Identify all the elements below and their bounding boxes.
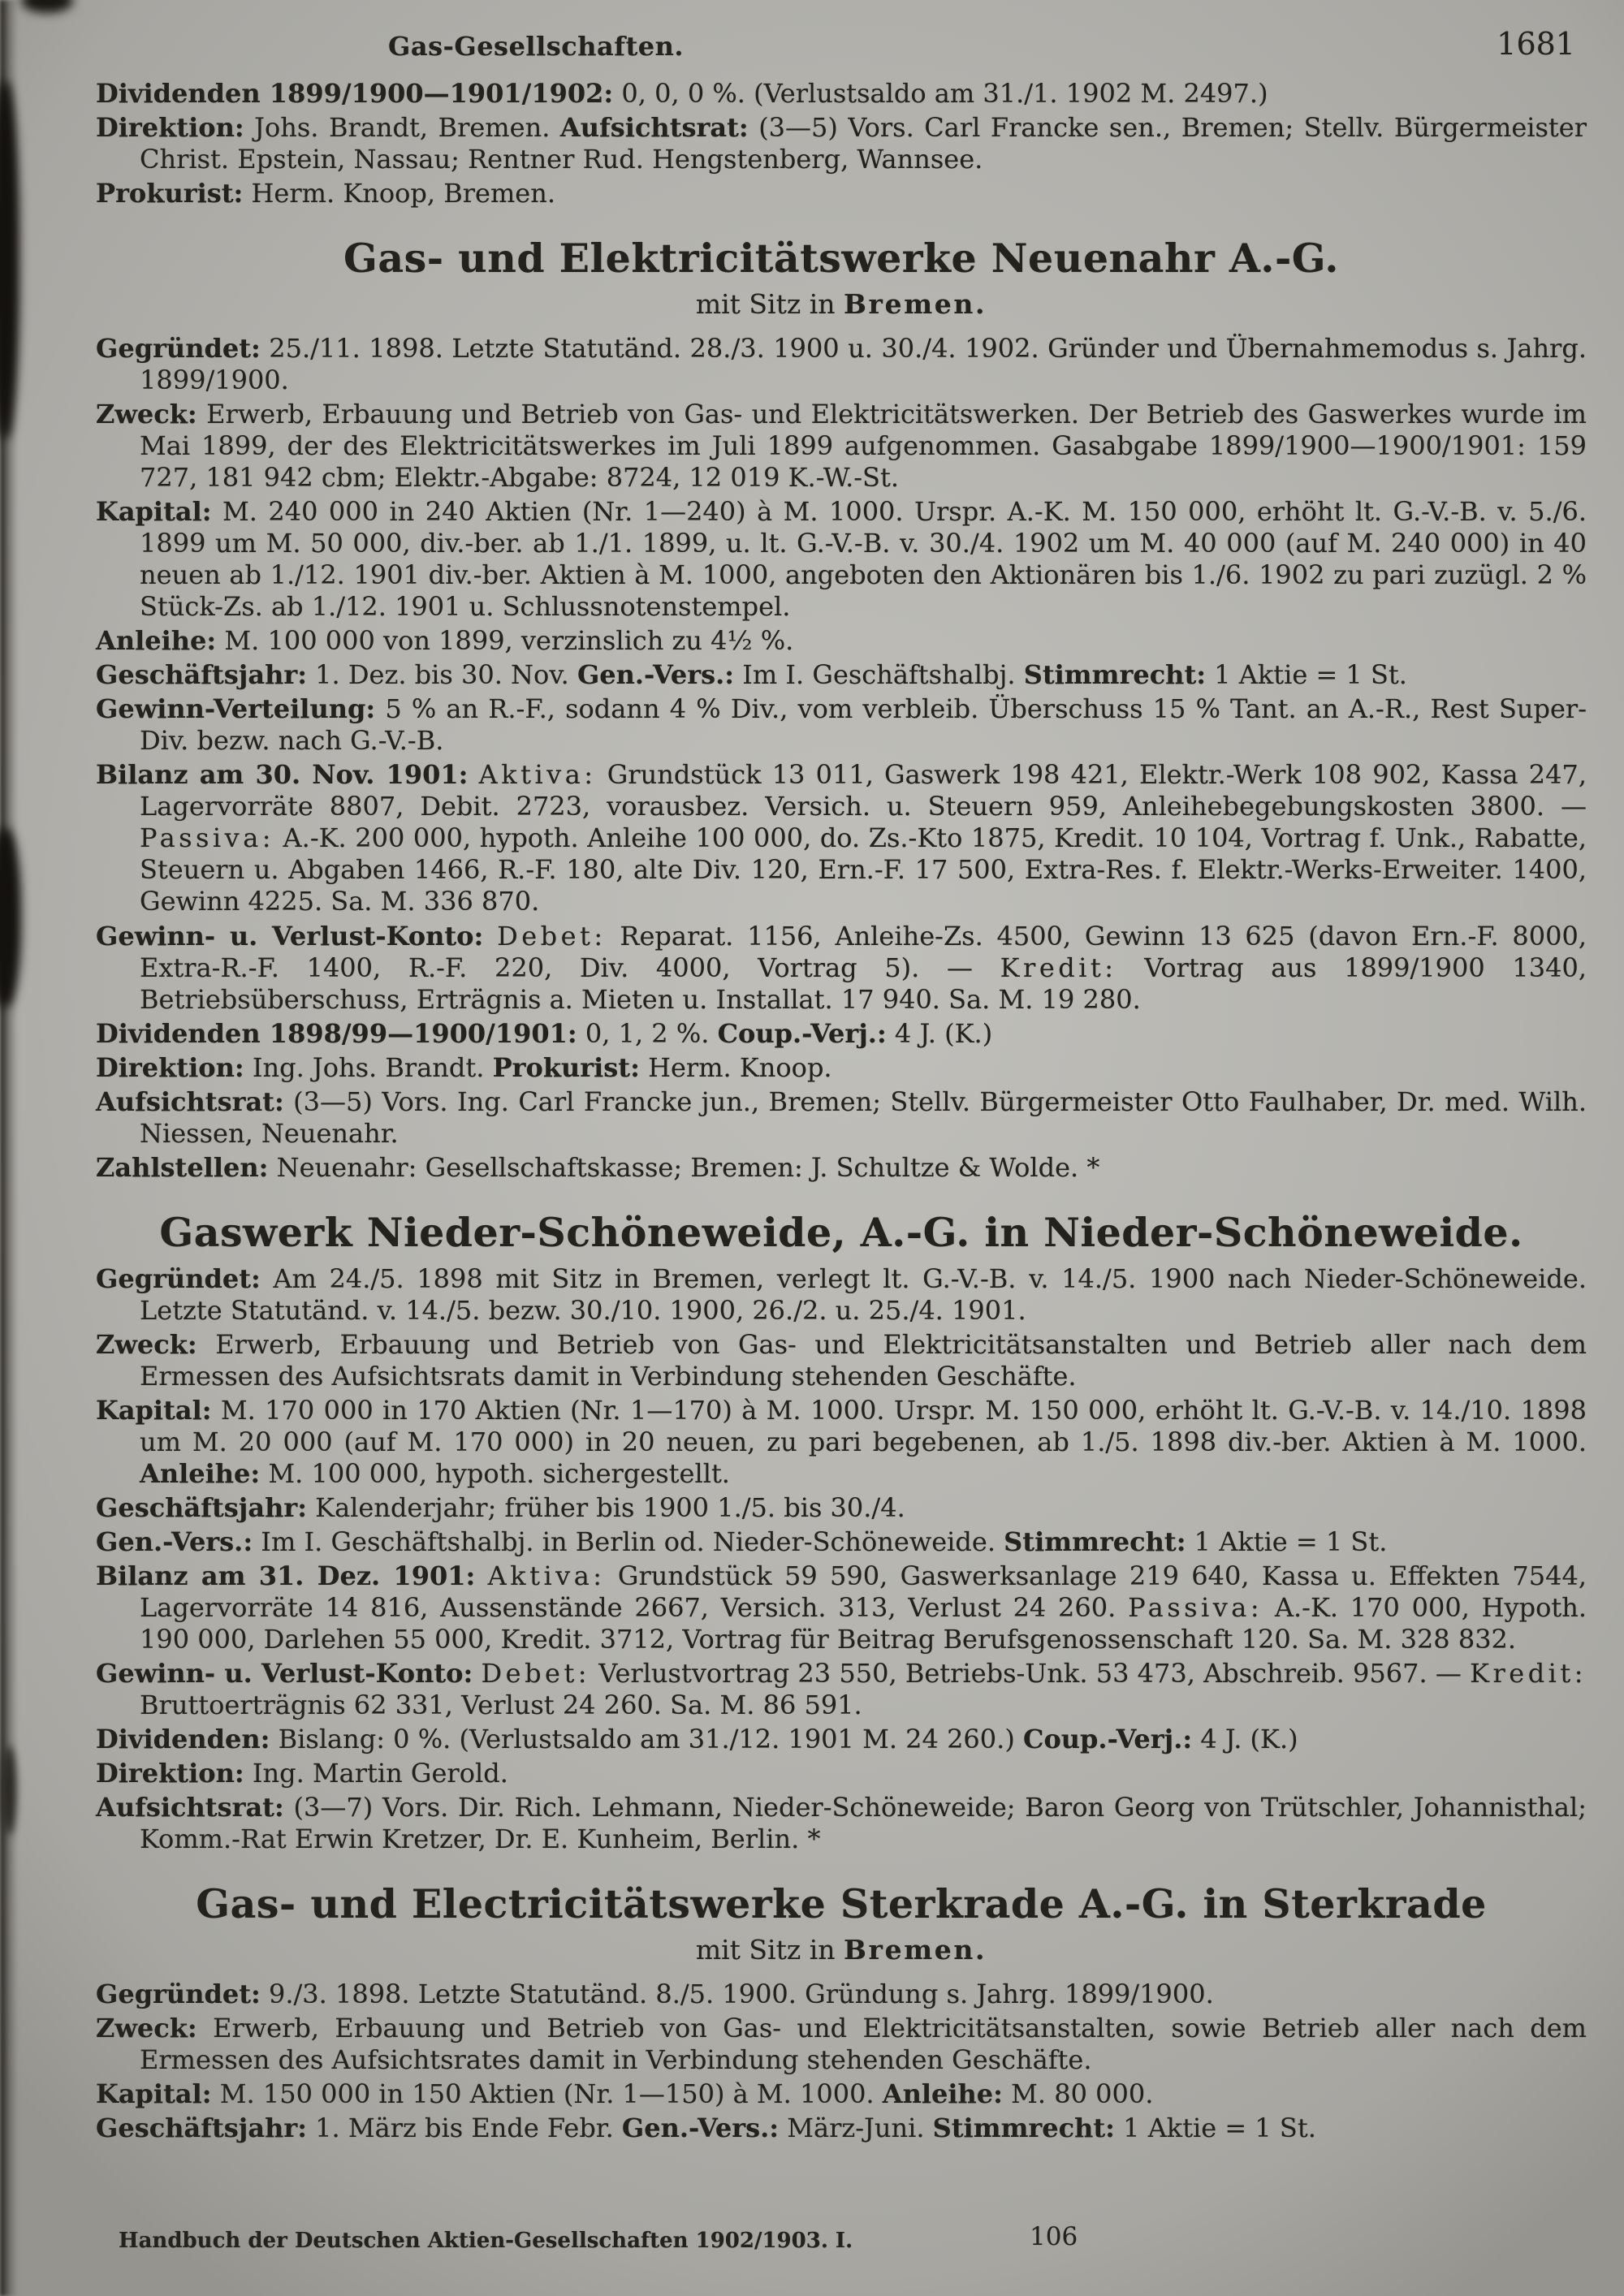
entry-keyword: Stimmrecht: bbox=[932, 2113, 1115, 2144]
company-section bbox=[96, 1208, 1587, 1855]
entry-text: M. 100 000, hypoth. sichergestellt. bbox=[260, 1457, 730, 1489]
company-title: Gaswerk Nieder-Schöneweide, A.-G. in Nieder-Schöneweide. bbox=[159, 1208, 1523, 1256]
entry-text: Im I. Geschäftshalbj. in Berlin od. Nieder-Schöneweide. bbox=[253, 1526, 1004, 1557]
entry-text: 0, 1, 2 %. bbox=[577, 1017, 718, 1049]
entry-text bbox=[475, 1560, 487, 1591]
entry-text: Reparat. 1156, Anleihe-Zs. 4500, Gewinn 13 625 (davon Ern.-F. 8000, Extra-R.-F. 1400, R.-F. 220, Div. 4000, Vortrag 5). — bbox=[140, 920, 1587, 983]
entry-keyword: Gewinn-Verteilung: bbox=[96, 693, 376, 725]
entry-paragraph bbox=[96, 659, 1587, 691]
entry-keyword: Zweck: bbox=[96, 1328, 197, 1360]
entry-keyword: Gewinn- u. Verlust-Konto: bbox=[96, 1658, 473, 1690]
entry-paragraph bbox=[96, 1560, 1587, 1655]
entry-paragraph bbox=[96, 759, 1587, 917]
entry-text: 1 Aktie = 1 St. bbox=[1206, 659, 1407, 691]
entry-text: Ing. Johs. Brandt. bbox=[244, 1051, 493, 1083]
entry-paragraph bbox=[96, 1792, 1587, 1855]
entry-text bbox=[473, 1658, 481, 1689]
entry-text: Ing. Martin Gerold. bbox=[244, 1758, 508, 1789]
entry-paragraph bbox=[96, 921, 1587, 1016]
entry-text: 4 J. (K.) bbox=[1192, 1724, 1298, 1755]
footer-imprint: Handbuch der Deutschen Aktien-Gesellschaften 1902/1903. I. bbox=[119, 2229, 853, 2253]
entry-spaced-term: Passiva: bbox=[140, 822, 275, 854]
entry-keyword: Gegründet: bbox=[96, 1979, 261, 2010]
entry-paragraph bbox=[96, 1395, 1587, 1490]
entry-paragraph bbox=[96, 1018, 1587, 1050]
entry-paragraph bbox=[96, 1758, 1587, 1789]
entry-keyword: Prokurist: bbox=[492, 1051, 640, 1083]
entry-text: 4 J. (K.) bbox=[886, 1017, 993, 1049]
entry-keyword: Coup.-Verj.: bbox=[717, 1017, 887, 1049]
running-title: Gas-Gesellschaften. bbox=[388, 31, 685, 62]
entry-text: mit Sitz in bbox=[695, 288, 844, 321]
entry-text: 1 Aktie = 1 St. bbox=[1186, 1526, 1388, 1557]
entry-text: Johs. Brandt, Bremen. bbox=[244, 112, 560, 144]
entry-text bbox=[483, 921, 497, 952]
entry-paragraph bbox=[96, 693, 1587, 757]
entry-paragraph bbox=[96, 625, 1587, 657]
entry-keyword: Bilanz am 30. Nov. 1901: bbox=[96, 759, 469, 791]
entry-paragraph bbox=[96, 1052, 1587, 1084]
entry-keyword: Gegründet: bbox=[96, 332, 261, 364]
entry-text: (3—5) Vors. Carl Francke sen., Bremen; Stellv. Bürgermeister Christ. Epstein, Nassau; Rentner Rud. Hengstenberg, Wannsee. bbox=[140, 112, 1587, 175]
entry-keyword: Bilanz am 31. Dez. 1901: bbox=[96, 1560, 476, 1591]
entry-paragraph bbox=[96, 78, 1587, 110]
entry-text: M. 240 000 in 240 Aktien (Nr. 1—240) à M. 1000. Urspr. A.-K. M. 150 000, erhöht lt. G.-V.-B. v. 5./6. 1899 um M. 50 000, div.-ber. ab 1./1. 1899, u. lt. G.-V.-B. v. 30./4. 1902 um M. 40 000 (auf M. 240 000) in 40 neuen ab 1./12. 1901 div.-ber. Aktien à M. 1000, angeboten den Aktionären bis 1./6. 1902 zu pari zuzügl. 2 % Stück-Zs. ab 1./12. 1901 u. Schlussnotenstempel. bbox=[140, 496, 1587, 623]
scan-smudge bbox=[2, 1746, 16, 1835]
entry-keyword: Bremen. bbox=[844, 288, 987, 321]
entry-text: Am 24./5. 1898 mit Sitz in Bremen, verlegt lt. G.-V.-B. v. 14./5. 1900 nach Nieder-Schöneweide. Letzte Statutänd. v. 14./5. bezw. 30./10. 1900, 26./2. u. 25./4. 1901. bbox=[140, 1262, 1587, 1326]
company-title: Gas- und Electricitätswerke Sterkrade A.-G. in Sterkrade bbox=[196, 1880, 1487, 1928]
entry-spaced-term: Aktiva: bbox=[487, 1560, 606, 1591]
scan-smudge bbox=[0, 828, 21, 1007]
entry-text: mit Sitz in bbox=[695, 1934, 844, 1966]
entry-paragraph bbox=[96, 1658, 1587, 1721]
company-title: Gas- und Elektricitätswerke Neuenahr A.-G. bbox=[343, 235, 1339, 283]
entry-text: Herm. Knoop. bbox=[639, 1051, 832, 1083]
entry-text bbox=[468, 759, 478, 790]
entry-text: Neuenahr: Gesellschaftskasse; Bremen: J. Schultze & Wolde. * bbox=[268, 1151, 1100, 1183]
entry-keyword: Kapital: bbox=[96, 496, 212, 528]
entry-text: Erwerb, Erbauung und Betrieb von Gas- und Elektricitätsanstalten und Betrieb aller nach dem Ermessen des Aufsichtsrats damit in Verbindung stehenden Geschäfte. bbox=[140, 1328, 1587, 1392]
entry-text: Erwerb, Erbauung und Betrieb von Gas- und Elektricitätswerken. Der Betrieb des Gaswerkes wurde im Mai 1899, der des Elektricitätswerkes im Juli 1899 aufgenommen. Gasabgabe 1899/1900—1900/1901: 159 727, 181 942 cbm; Elektr.-Abgabe: 8724, 12 019 K.-W.-St. bbox=[140, 399, 1587, 494]
entry-keyword: Kapital: bbox=[96, 1394, 212, 1426]
entry-text: M. 150 000 in 150 Aktien (Nr. 1—150) à M. 1000. bbox=[211, 2078, 883, 2110]
entry-paragraph bbox=[96, 1329, 1587, 1392]
entry-paragraph bbox=[96, 496, 1587, 623]
entry-keyword: Direktion: bbox=[96, 1051, 244, 1083]
entry-paragraph bbox=[96, 1263, 1587, 1327]
entry-paragraph bbox=[96, 1152, 1587, 1184]
entry-keyword: Anleihe: bbox=[882, 2078, 1003, 2110]
entry-paragraph bbox=[96, 1492, 1587, 1524]
entry-keyword: Aufsichtsrat: bbox=[96, 1085, 284, 1117]
entry-keyword: Anleihe: bbox=[96, 625, 217, 657]
entry-keyword: Zweck: bbox=[96, 2013, 197, 2044]
entry-text: (3—7) Vors. Dir. Rich. Lehmann, Nieder-Schöneweide; Baron Georg von Trütschler, Johannisthal; Komm.-Rat Erwin Kretzer, Dr. E. Kunheim, Berlin. * bbox=[140, 1792, 1587, 1855]
company-subtitle bbox=[96, 1935, 1587, 1966]
entry-keyword: Geschäftsjahr: bbox=[96, 2113, 307, 2144]
entry-keyword: Gen.-Vers.: bbox=[621, 2113, 780, 2144]
entry-text: (3—5) Vors. Ing. Carl Francke jun., Bremen; Stellv. Bürgermeister Otto Faulhaber, Dr. med. Wilh. Niessen, Neuenahr. bbox=[140, 1085, 1587, 1149]
entry-text: 1. Dez. bis 30. Nov. bbox=[307, 659, 577, 691]
entry-keyword: Aufsichtsrat: bbox=[96, 1792, 284, 1823]
entry-keyword: Kapital: bbox=[96, 2078, 212, 2110]
entry-paragraph bbox=[96, 1526, 1587, 1558]
entry-spaced-term: Debet: bbox=[497, 920, 607, 952]
entry-spaced-term: Debet: bbox=[481, 1658, 591, 1690]
entry-keyword: Direktion: bbox=[96, 112, 244, 144]
entry-spaced-term: Passiva: bbox=[1128, 1591, 1263, 1623]
entry-keyword: Geschäftsjahr: bbox=[96, 659, 307, 691]
entry-keyword: Dividenden: bbox=[96, 1724, 270, 1755]
company-subtitle bbox=[96, 289, 1587, 320]
page-number: 1681 bbox=[1497, 26, 1575, 62]
entry-keyword: Stimmrecht: bbox=[1004, 1526, 1186, 1557]
entry-keyword: Gewinn- u. Verlust-Konto: bbox=[96, 920, 484, 952]
entry-keyword: Direktion: bbox=[96, 1758, 244, 1789]
entry-text: 25./11. 1898. Letzte Statutänd. 28./3. 1900 u. 30./4. 1902. Gründer und Übernahmemodus s. Jahrg. 1899/1900. bbox=[140, 332, 1587, 395]
entry-text: Herm. Knoop, Bremen. bbox=[243, 178, 556, 209]
entry-text: 0, 0, 0 %. (Verlustsaldo am 31./1. 1902 M. 2497.) bbox=[613, 78, 1268, 109]
entry-keyword: Coup.-Verj.: bbox=[1022, 1724, 1193, 1755]
entry-text: M. 170 000 in 170 Aktien (Nr. 1—170) à M. 1000. Urspr. M. 150 000, erhöht lt. G.-V.-B. v. 14./10. 1898 um M. 20 000 (auf M. 170 000) in 20 neuen, zu pari begebenen, ab 1./5. 1898 div.-ber. Aktien à M. 1000. bbox=[140, 1394, 1587, 1457]
entry-keyword: Geschäftsjahr: bbox=[96, 1491, 307, 1523]
entry-keyword: Stimmrecht: bbox=[1023, 659, 1207, 691]
entry-paragraph bbox=[96, 2078, 1587, 2110]
entry-text: Verlustvortrag 23 550, Betriebs-Unk. 53 473, Abschreib. 9567. — bbox=[590, 1658, 1471, 1690]
entry-spaced-term: Kredit: bbox=[1000, 952, 1117, 983]
company-section bbox=[96, 237, 1587, 1184]
entry-spaced-term: Kredit: bbox=[1470, 1658, 1587, 1690]
entry-paragraph bbox=[96, 2113, 1587, 2144]
entry-text: Kalenderjahr; früher bis 1900 1./5. bis 30./4. bbox=[307, 1491, 905, 1523]
entry-keyword: Gen.-Vers.: bbox=[577, 659, 735, 691]
entry-text: Grundstück 59 590, Gaswerksanlage 219 640, Kassa u. Effekten 7544, Lagervorräte 14 816, Aussenstände 2667, Versich. 313, Verlust 24 260. bbox=[140, 1560, 1587, 1623]
entry-keyword: Gen.-Vers.: bbox=[96, 1526, 253, 1557]
entry-paragraph bbox=[96, 112, 1587, 175]
entry-paragraph bbox=[96, 2013, 1587, 2076]
entry-text: 9./3. 1898. Letzte Statutänd. 8./5. 1900. Gründung s. Jahrg. 1899/1900. bbox=[260, 1979, 1214, 2010]
entry-keyword: Dividenden 1899/1900—1901/1902: bbox=[96, 78, 614, 109]
entry-paragraph bbox=[96, 1724, 1587, 1755]
entry-text: Erwerb, Erbauung und Betrieb von Gas- und Elektricitätsanstalten, sowie Betrieb aller nach dem Ermessen des Aufsichtsrates damit in Verbindung stehenden Geschäfte. bbox=[140, 2013, 1587, 2076]
entry-text: 5 % an R.-F., sodann 4 % Div., vom verbleib. Überschuss 15 % Tant. an A.-R., Rest Super-Div. bezw. nach G.-V.-B. bbox=[140, 693, 1587, 757]
page-header bbox=[0, 24, 1624, 73]
entry-text: A.-K. 200 000, hypoth. Anleihe 100 000, do. Zs.-Kto 1875, Kredit. 10 104, Vortrag f. Unk., Rabatte, Steuern u. Abgaben 1466, R.-F. 180, alte Div. 120, Ern.-F. 17 500, Extra-Res. f. Elektr.-Werks-Erweiter. 1400, Gewinn 4225. Sa. M. 336 870. bbox=[140, 822, 1587, 917]
entry-keyword: Anleihe: bbox=[140, 1457, 261, 1489]
entry-keyword: Bremen. bbox=[844, 1934, 987, 1966]
entry-keyword: Aufsichtsrat: bbox=[559, 112, 749, 144]
entry-keyword: Zahlstellen: bbox=[96, 1151, 269, 1183]
page-content bbox=[96, 78, 1587, 2147]
entry-text: Im I. Geschäftshalbj. bbox=[734, 659, 1024, 691]
footer-page-signature: 106 bbox=[1030, 2222, 1078, 2251]
company-section bbox=[96, 78, 1587, 209]
entry-text: M. 100 000 von 1899, verzinslich zu 4½ %. bbox=[216, 625, 794, 657]
entry-text: Vortrag aus 1899/1900 1340, Betriebsüberschuss, Erträgnis a. Mieten u. Installat. 17 940. Sa. M. 19 280. bbox=[140, 952, 1587, 1015]
page-footer bbox=[96, 2222, 1587, 2281]
entry-text: 1. März bis Ende Febr. bbox=[307, 2113, 622, 2144]
entry-text: A.-K. 170 000, Hypoth. 190 000, Darlehen 55 000, Kredit. 3712, Vortrag für Beitrag Berufsgenossenschaft 120. Sa. M. 328 832. bbox=[140, 1591, 1587, 1655]
entry-keyword: Zweck: bbox=[96, 399, 197, 430]
entry-text: M. 80 000. bbox=[1002, 2078, 1154, 2110]
entry-text: März-Juni. bbox=[779, 2113, 933, 2144]
entry-paragraph bbox=[96, 1086, 1587, 1150]
entry-spaced-term: Aktiva: bbox=[478, 759, 597, 791]
entry-keyword: Gegründet: bbox=[96, 1262, 261, 1294]
scan-smudge bbox=[21, 0, 73, 13]
company-section bbox=[96, 1880, 1587, 2144]
entry-text: 1 Aktie = 1 St. bbox=[1114, 2113, 1316, 2144]
entry-keyword: Dividenden 1898/99—1900/1901: bbox=[96, 1017, 577, 1049]
entry-text: Bislang: 0 %. (Verlustsaldo am 31./12. 1901 M. 24 260.) bbox=[270, 1724, 1023, 1755]
entry-paragraph bbox=[96, 333, 1587, 396]
entry-paragraph bbox=[96, 1979, 1587, 2010]
entry-paragraph bbox=[96, 178, 1587, 209]
entry-text: Bruttoerträgnis 62 331, Verlust 24 260. Sa. M. 86 591. bbox=[140, 1690, 862, 1721]
entry-keyword: Prokurist: bbox=[96, 178, 244, 209]
entry-text: Grundstück 13 011, Gaswerk 198 421, Elektr.-Werk 108 902, Kassa 247, Lagervorräte 8807, Debit. 2723, vorausbez. Versich. u. Steuern 959, Anleihebegebungskosten 3800. — bbox=[140, 759, 1587, 822]
entry-paragraph bbox=[96, 399, 1587, 494]
